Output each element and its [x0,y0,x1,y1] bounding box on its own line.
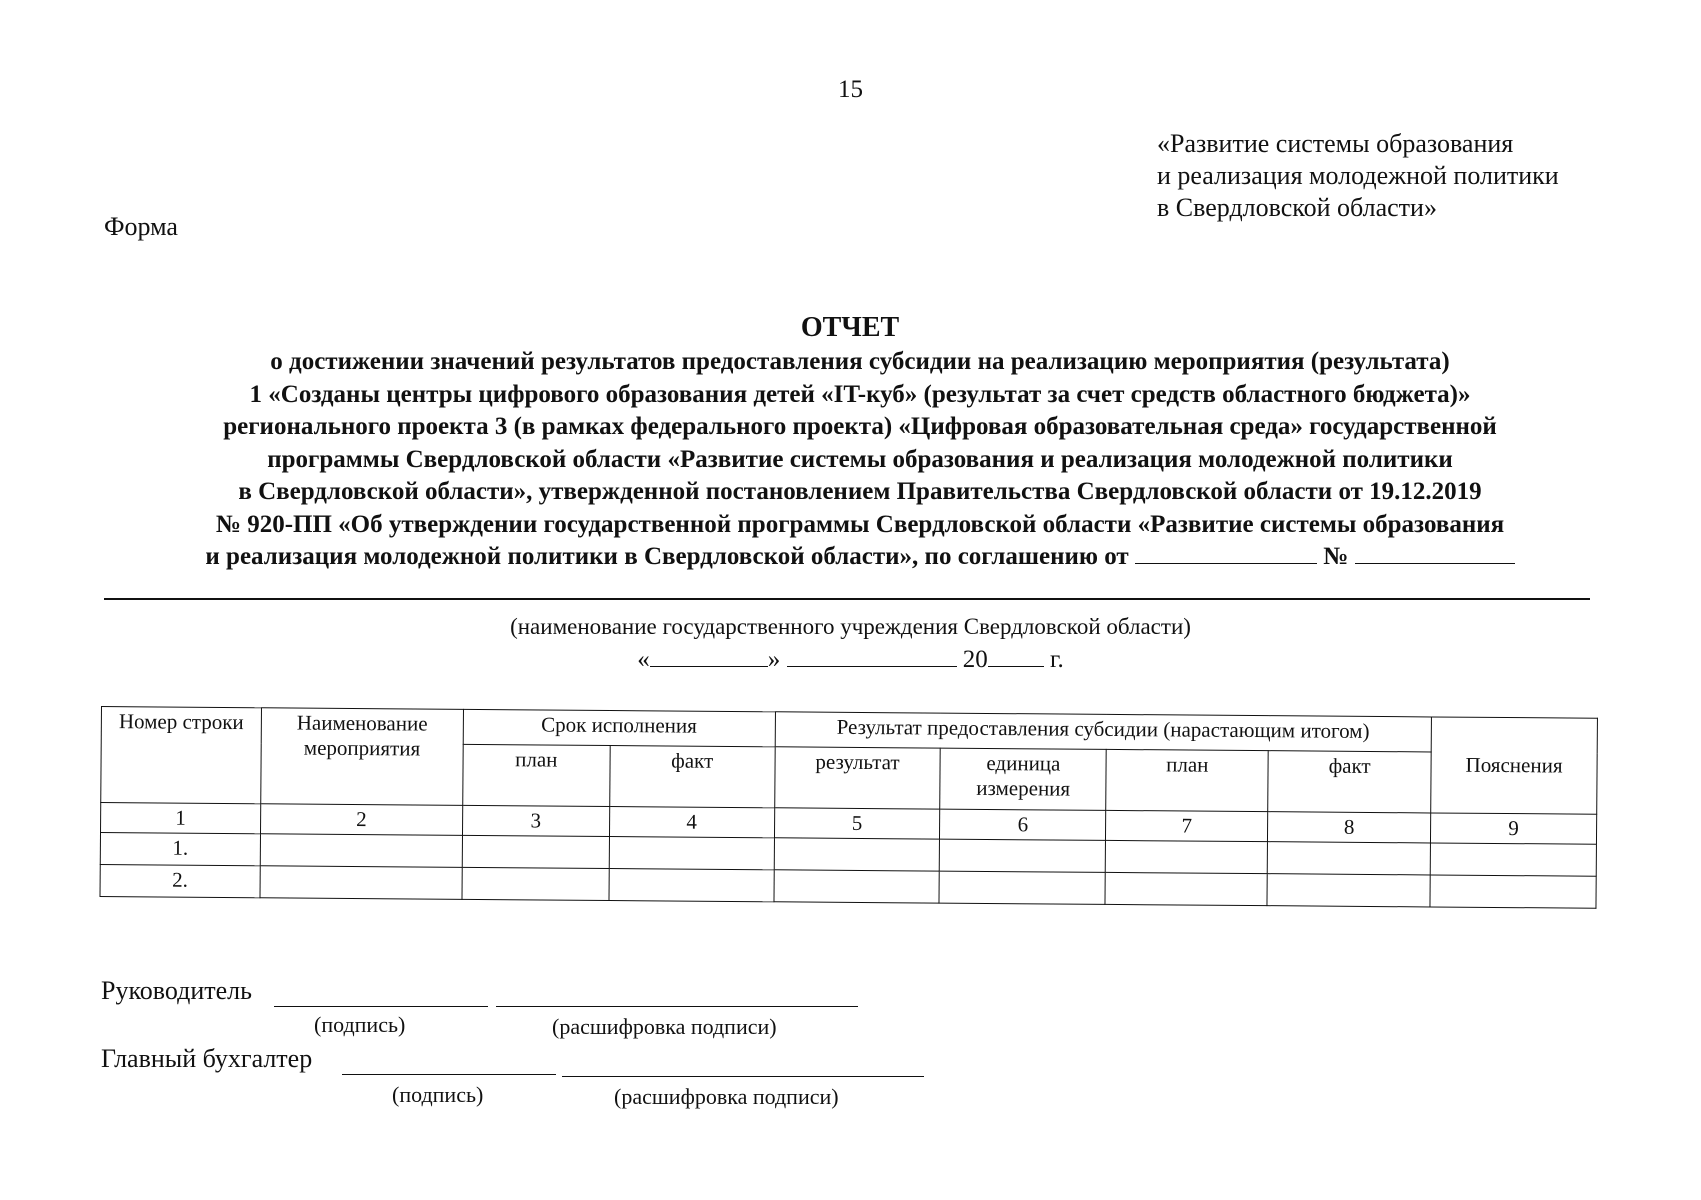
table-cell[interactable] [939,871,1105,904]
table-cell[interactable] [462,867,609,900]
accountant-signature-caption: (подпись) [392,1082,484,1107]
accountant-decoding-caption: (расшифровка подписи) [614,1084,839,1109]
date-month-field[interactable] [787,644,957,667]
table-cell[interactable] [773,870,939,903]
accountant-decoding-line[interactable] [562,1076,924,1077]
table-cell[interactable] [1106,840,1268,873]
program-reference-line: и реализация молодежной политики [1157,161,1559,190]
table-cell[interactable] [260,866,462,900]
table-cell[interactable] [260,834,462,868]
header-deadline: Срок исполнения [463,709,775,746]
date-close-quote: » [767,646,781,673]
table-cell[interactable] [609,868,774,901]
institution-caption: (наименование государственного учреждения Свердловской области) [510,614,1191,639]
form-label: Форма [104,212,178,241]
header-deadline-fact: факт [609,745,774,807]
date-year-suffix: г. [1050,646,1064,673]
agreement-date-field[interactable] [1135,541,1317,564]
header-result-fact: факт [1268,751,1431,813]
subtitle-line: регионального проекта 3 (в рамках федерального проекта) «Цифровая образовательная среда» государственной [223,413,1497,440]
date-open-quote: « [637,646,650,673]
table-cell[interactable] [1267,842,1430,875]
subtitle-line: о достижении значений результатов предоставления субсидии на реализацию мероприятия (результата) [270,348,1450,375]
header-deadline-plan: план [463,744,610,806]
table-cell[interactable] [462,835,609,868]
table-cell[interactable] [774,838,940,871]
head-signature-caption: (подпись) [314,1012,406,1037]
page-number: 15 [838,76,863,103]
header-notes: Пояснения [1431,717,1598,814]
subtitle-line: № 920-ПП «Об утверждении государственной программы Свердловской области «Развитие системы образования [215,510,1505,538]
column-number: 9 [1430,813,1596,844]
table-cell[interactable] [1430,875,1596,908]
accountant-signature-line[interactable] [342,1074,556,1075]
header-result-group: Результат предоставления субсидии (нарастающим итогом) [775,712,1432,752]
table-cell[interactable] [1267,874,1430,907]
agreement-number-field[interactable] [1355,541,1515,564]
column-number: 2 [260,804,462,836]
number-sign: № [1323,543,1349,570]
header-result-plan: план [1106,749,1268,811]
column-number: 6 [940,809,1106,840]
program-reference [1157,128,1559,224]
subtitle-line-agreement [100,541,1620,574]
program-reference-line: «Развитие системы образования [1157,129,1514,158]
row-number: 1. [100,833,260,866]
institution-name-line[interactable] [104,598,1590,600]
report-title: ОТЧЕТ [800,312,900,343]
accountant-label: Главный бухгалтер [101,1044,313,1073]
header-row-number: Номер строки [101,707,262,804]
head-decoding-caption: (расшифровка подписи) [552,1014,777,1039]
column-number: 7 [1106,810,1268,841]
head-signature-line[interactable] [274,1006,488,1007]
table-cell[interactable] [1105,872,1267,905]
table-cell[interactable] [609,836,774,869]
program-reference-line: в Свердловской области» [1157,193,1437,222]
column-number: 8 [1268,812,1431,843]
column-number: 1 [101,803,261,834]
subtitle-line: программы Свердловской области «Развитие системы образования и реализация молодежной политики [267,445,1453,473]
column-number: 4 [609,806,774,837]
date-day-field[interactable] [650,644,768,667]
header-result: результат [774,747,940,809]
date-year-prefix: 20 [962,646,988,673]
report-date [0,644,1701,674]
head-decoding-line[interactable] [496,1006,858,1007]
subtitle-line: в Свердловской области», утвержденной постановлением Правительства Свердловской области от 19.12.2019 [238,478,1482,505]
table-cell[interactable] [940,839,1106,872]
column-number: 5 [774,808,940,839]
table-cell[interactable] [1430,843,1596,876]
subtitle-line: 1 «Созданы центры цифрового образования детей «IT-куб» (результат за счет средств областного бюджета)» [249,380,1471,408]
row-number: 2. [100,864,260,897]
header-activity-name: Наименование мероприятия [261,708,464,806]
header-unit: единица измерения [940,748,1106,810]
date-year-field[interactable] [988,644,1044,667]
head-label: Руководитель [101,976,252,1005]
report-subtitle [100,346,1620,574]
column-number: 3 [462,805,609,836]
report-table [99,706,1597,909]
subtitle-line: и реализация молодежной политики в Свердловской области», по соглашению от [205,543,1129,570]
